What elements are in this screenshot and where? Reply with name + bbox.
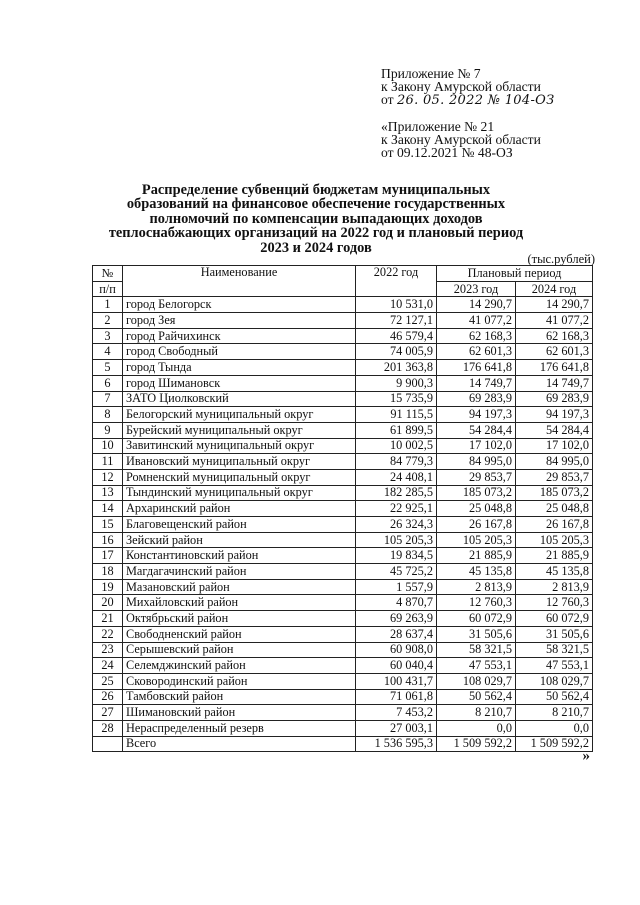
table-row <box>93 579 593 595</box>
table-row <box>93 328 593 344</box>
row-number: 16 <box>93 532 123 548</box>
table-row <box>93 501 593 517</box>
row-value-2022: 100 431,7 <box>356 673 437 689</box>
row-number: 20 <box>93 595 123 611</box>
row-value-2024: 54 284,4 <box>516 422 593 438</box>
row-value-2023: 108 029,7 <box>437 673 516 689</box>
row-value-2022: 7 453,2 <box>356 705 437 721</box>
row-value-2023: 185 073,2 <box>437 485 516 501</box>
table-row <box>93 391 593 407</box>
row-value-2023: 62 601,3 <box>437 344 516 360</box>
table-row <box>93 344 593 360</box>
row-value-2023: 8 210,7 <box>437 705 516 721</box>
table-row <box>93 548 593 564</box>
row-value-2022: 60 040,4 <box>356 658 437 674</box>
row-name: Тамбовский район <box>123 689 356 705</box>
row-name: город Зея <box>123 313 356 329</box>
row-value-2022: 91 115,5 <box>356 407 437 423</box>
table-row <box>93 438 593 454</box>
row-name: Октябрьский район <box>123 611 356 627</box>
row-value-2024: 185 073,2 <box>516 485 593 501</box>
row-value-2023: 12 760,3 <box>437 595 516 611</box>
row-name: ЗАТО Циолковский <box>123 391 356 407</box>
row-value-2024: 47 553,1 <box>516 658 593 674</box>
header-2022: 2022 год <box>356 266 437 297</box>
row-value-2023: 21 885,9 <box>437 548 516 564</box>
row-value-2022: 22 925,1 <box>356 501 437 517</box>
row-value-2023: 84 995,0 <box>437 454 516 470</box>
row-value-2022: 46 579,4 <box>356 328 437 344</box>
row-value-2023: 2 813,9 <box>437 579 516 595</box>
appendix-old-law: к Закону Амурской области <box>381 132 541 147</box>
row-value-2023: 41 077,2 <box>437 313 516 329</box>
closing-quote: » <box>582 748 590 764</box>
row-value-2022: 10 531,0 <box>356 297 437 313</box>
row-number: 2 <box>93 313 123 329</box>
row-number: 22 <box>93 626 123 642</box>
row-value-2024: 84 995,0 <box>516 454 593 470</box>
total-2022: 1 536 595,3 <box>356 736 437 752</box>
row-value-2023: 14 749,7 <box>437 375 516 391</box>
row-value-2022: 72 127,1 <box>356 313 437 329</box>
row-name: город Свободный <box>123 344 356 360</box>
row-name: город Белогорск <box>123 297 356 313</box>
row-name: Мазановский район <box>123 579 356 595</box>
appendix-old-block <box>381 120 541 159</box>
total-label: Всего <box>123 736 356 752</box>
row-name: Бурейский муниципальный округ <box>123 422 356 438</box>
row-name: Константиновский район <box>123 548 356 564</box>
table-row <box>93 532 593 548</box>
row-value-2022: 69 263,9 <box>356 611 437 627</box>
row-name: Ивановский муниципальный округ <box>123 454 356 470</box>
table-row <box>93 611 593 627</box>
header-num-top: № <box>93 266 123 282</box>
row-value-2022: 201 363,8 <box>356 360 437 376</box>
row-number: 8 <box>93 407 123 423</box>
row-value-2024: 58 321,5 <box>516 642 593 658</box>
row-name: Шимановский район <box>123 705 356 721</box>
row-value-2022: 1 557,9 <box>356 579 437 595</box>
table-row <box>93 485 593 501</box>
row-name: Михайловский район <box>123 595 356 611</box>
row-number: 10 <box>93 438 123 454</box>
row-number: 18 <box>93 564 123 580</box>
row-number: 23 <box>93 642 123 658</box>
row-value-2022: 9 900,3 <box>356 375 437 391</box>
table-row <box>93 595 593 611</box>
handwritten-date: 26. 05. 2022 № 104-ОЗ <box>396 93 555 108</box>
row-name: Магдагачинский район <box>123 564 356 580</box>
row-number: 19 <box>93 579 123 595</box>
row-number: 28 <box>93 720 123 736</box>
row-value-2023: 62 168,3 <box>437 328 516 344</box>
row-value-2023: 17 102,0 <box>437 438 516 454</box>
row-value-2023: 69 283,9 <box>437 391 516 407</box>
row-value-2023: 54 284,4 <box>437 422 516 438</box>
header-2023: 2023 год <box>437 281 516 297</box>
row-name: Благовещенский район <box>123 517 356 533</box>
row-value-2022: 15 735,9 <box>356 391 437 407</box>
table-row <box>93 407 593 423</box>
row-number: 1 <box>93 297 123 313</box>
row-name: Белогорский муниципальный округ <box>123 407 356 423</box>
appendix-old-number: «Приложение № 21 <box>381 119 495 134</box>
table-row <box>93 313 593 329</box>
row-name: город Тында <box>123 360 356 376</box>
row-value-2022: 84 779,3 <box>356 454 437 470</box>
row-value-2022: 74 005,9 <box>356 344 437 360</box>
row-number: 13 <box>93 485 123 501</box>
row-name: город Райчихинск <box>123 328 356 344</box>
row-value-2024: 69 283,9 <box>516 391 593 407</box>
row-value-2024: 8 210,7 <box>516 705 593 721</box>
row-value-2024: 12 760,3 <box>516 595 593 611</box>
row-value-2024: 21 885,9 <box>516 548 593 564</box>
table-row <box>93 658 593 674</box>
table-row <box>93 454 593 470</box>
row-value-2022: 105 205,3 <box>356 532 437 548</box>
row-name: Нераспределенный резерв <box>123 720 356 736</box>
row-value-2024: 26 167,8 <box>516 517 593 533</box>
row-value-2022: 26 324,3 <box>356 517 437 533</box>
row-value-2024: 14 749,7 <box>516 375 593 391</box>
total-num-cell <box>93 736 123 752</box>
row-number: 15 <box>93 517 123 533</box>
table-row <box>93 689 593 705</box>
table-row <box>93 642 593 658</box>
row-value-2022: 182 285,5 <box>356 485 437 501</box>
row-value-2023: 25 048,8 <box>437 501 516 517</box>
appendix-old-date: от 09.12.2021 № 48-ОЗ <box>381 145 513 160</box>
row-number: 4 <box>93 344 123 360</box>
row-value-2024: 29 853,7 <box>516 469 593 485</box>
row-value-2023: 14 290,7 <box>437 297 516 313</box>
row-value-2023: 94 197,3 <box>437 407 516 423</box>
table-row <box>93 673 593 689</box>
table-row <box>93 626 593 642</box>
row-value-2023: 60 072,9 <box>437 611 516 627</box>
row-value-2023: 58 321,5 <box>437 642 516 658</box>
row-value-2024: 25 048,8 <box>516 501 593 517</box>
row-number: 11 <box>93 454 123 470</box>
table-row <box>93 360 593 376</box>
row-value-2024: 14 290,7 <box>516 297 593 313</box>
row-value-2022: 45 725,2 <box>356 564 437 580</box>
row-name: Тындинский муниципальный округ <box>123 485 356 501</box>
unit-label: (тыс.рублей) <box>527 252 595 266</box>
row-value-2024: 2 813,9 <box>516 579 593 595</box>
row-value-2023: 105 205,3 <box>437 532 516 548</box>
row-value-2022: 24 408,1 <box>356 469 437 485</box>
row-number: 9 <box>93 422 123 438</box>
row-number: 12 <box>93 469 123 485</box>
row-number: 3 <box>93 328 123 344</box>
row-number: 25 <box>93 673 123 689</box>
header-2024: 2024 год <box>516 281 593 297</box>
row-name: Серышевский район <box>123 642 356 658</box>
row-number: 26 <box>93 689 123 705</box>
row-value-2023: 50 562,4 <box>437 689 516 705</box>
row-value-2022: 28 637,4 <box>356 626 437 642</box>
table-row <box>93 422 593 438</box>
header-name: Наименование <box>123 266 356 297</box>
table-body <box>93 297 593 736</box>
row-name: Свободненский район <box>123 626 356 642</box>
row-number: 21 <box>93 611 123 627</box>
row-value-2023: 45 135,8 <box>437 564 516 580</box>
row-value-2024: 94 197,3 <box>516 407 593 423</box>
appendix-new-number: Приложение № 7 <box>381 66 481 81</box>
row-name: Селемджинский район <box>123 658 356 674</box>
row-value-2022: 4 870,7 <box>356 595 437 611</box>
row-value-2024: 0,0 <box>516 720 593 736</box>
row-value-2022: 27 003,1 <box>356 720 437 736</box>
header-planned: Плановый период <box>437 266 593 282</box>
row-value-2022: 10 002,5 <box>356 438 437 454</box>
appendix-new-law: к Закону Амурской области <box>381 79 541 94</box>
document-title: Распределение субвенций бюджетам муниципальных образований на финансовое обеспечение государственных полномочий по компенсации выпадающих доходов теплоснабжающих организаций на 2022 год и плановый период 2023 и 2024 годов <box>108 182 524 256</box>
row-value-2024: 62 601,3 <box>516 344 593 360</box>
total-2024: 1 509 592,2 <box>516 736 593 752</box>
subvention-table <box>92 265 593 752</box>
row-value-2024: 41 077,2 <box>516 313 593 329</box>
row-value-2024: 62 168,3 <box>516 328 593 344</box>
row-value-2023: 26 167,8 <box>437 517 516 533</box>
row-value-2024: 105 205,3 <box>516 532 593 548</box>
row-name: Завитинский муниципальный округ <box>123 438 356 454</box>
row-number: 5 <box>93 360 123 376</box>
row-name: Зейский район <box>123 532 356 548</box>
appendix-new-date: от 26. 05. 2022 № 104-ОЗ <box>381 92 555 108</box>
row-value-2024: 31 505,6 <box>516 626 593 642</box>
row-value-2023: 0,0 <box>437 720 516 736</box>
row-number: 14 <box>93 501 123 517</box>
table-row <box>93 720 593 736</box>
row-value-2024: 108 029,7 <box>516 673 593 689</box>
row-value-2023: 176 641,8 <box>437 360 516 376</box>
table-row <box>93 517 593 533</box>
header-num-bottom: п/п <box>93 281 123 297</box>
table-row <box>93 469 593 485</box>
row-name: Ромненский муниципальный округ <box>123 469 356 485</box>
row-number: 17 <box>93 548 123 564</box>
row-value-2022: 71 061,8 <box>356 689 437 705</box>
row-value-2023: 31 505,6 <box>437 626 516 642</box>
row-value-2024: 45 135,8 <box>516 564 593 580</box>
appendix-new-block <box>381 67 555 107</box>
row-name: Сковородинский район <box>123 673 356 689</box>
row-name: Архаринский район <box>123 501 356 517</box>
row-value-2023: 47 553,1 <box>437 658 516 674</box>
row-number: 24 <box>93 658 123 674</box>
row-value-2024: 176 641,8 <box>516 360 593 376</box>
table-row <box>93 297 593 313</box>
table-row <box>93 705 593 721</box>
row-number: 27 <box>93 705 123 721</box>
table-row <box>93 564 593 580</box>
row-number: 7 <box>93 391 123 407</box>
row-name: город Шимановск <box>123 375 356 391</box>
row-value-2024: 17 102,0 <box>516 438 593 454</box>
row-value-2024: 50 562,4 <box>516 689 593 705</box>
row-value-2022: 60 908,0 <box>356 642 437 658</box>
table-row <box>93 375 593 391</box>
total-2023: 1 509 592,2 <box>437 736 516 752</box>
total-row <box>93 736 593 752</box>
row-value-2024: 60 072,9 <box>516 611 593 627</box>
row-number: 6 <box>93 375 123 391</box>
row-value-2023: 29 853,7 <box>437 469 516 485</box>
row-value-2022: 19 834,5 <box>356 548 437 564</box>
row-value-2022: 61 899,5 <box>356 422 437 438</box>
